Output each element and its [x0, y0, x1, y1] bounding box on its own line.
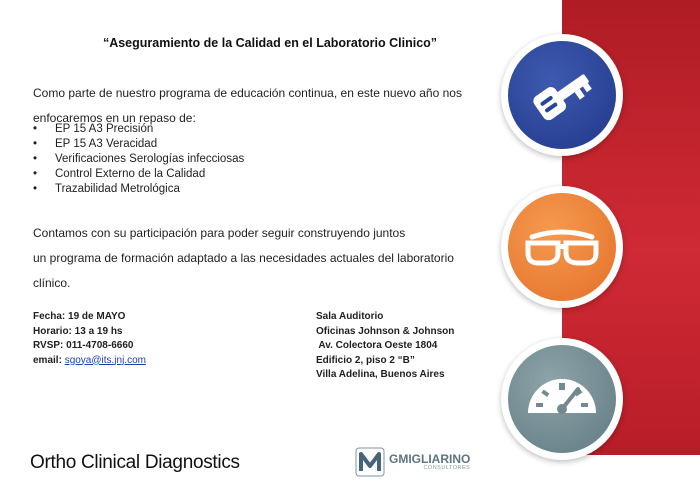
gm-logo-name: GMIGLIARINO — [389, 452, 471, 466]
closing-line: clínico. — [33, 276, 71, 290]
gm-logo-sub: CONSULTORES — [423, 465, 471, 471]
glasses-badge — [501, 186, 623, 308]
gauge-icon — [522, 369, 602, 429]
key-icon — [526, 59, 598, 131]
event-details — [33, 310, 146, 368]
intro-line: enfocaremos en un repaso de: — [33, 111, 196, 125]
location-line: Sala Auditorio — [316, 311, 384, 322]
list-item: • Trazabilidad Metrológica — [33, 183, 180, 195]
event-email — [33, 354, 146, 369]
location-line: Villa Adelina, Buenos Aires — [316, 369, 445, 380]
closing-line: un programa de formación adaptado a las necesidades actuales del laboratorio — [33, 251, 454, 265]
location-line: Av. Colectora Oeste 1804 — [316, 340, 438, 351]
glasses-icon — [522, 217, 602, 277]
location-line: Edificio 2, piso 2 “B” — [316, 354, 415, 366]
email-label: email: — [33, 354, 65, 366]
list-item: • EP 15 A3 Precisión — [33, 123, 154, 135]
event-location — [316, 310, 454, 383]
key-badge — [501, 34, 623, 156]
gm-logo-mark-icon — [355, 447, 385, 477]
closing-line: Contamos con su participación para poder seguir construyendo juntos — [33, 226, 406, 240]
list-item: • Control Externo de la Calidad — [33, 168, 206, 180]
location-line: Oficinas Johnson & Johnson — [316, 325, 455, 337]
event-time: Horario: 13 a 19 hs — [33, 325, 123, 337]
event-date: Fecha: 19 de MAYO — [33, 311, 126, 322]
list-item: • Verificaciones Serologías infecciosas — [33, 153, 245, 165]
closing-paragraph — [33, 221, 503, 296]
page-title: “Aseguramiento de la Calidad en el Laboratorio Clinico” — [102, 36, 438, 50]
topics-list — [33, 122, 244, 197]
ortho-logo: Ortho Clinical Diagnostics — [30, 452, 240, 473]
gmigliarino-logo — [355, 445, 470, 479]
email-link[interactable]: sgoya@its.jnj.com — [64, 354, 146, 366]
list-item: • EP 15 A3 Veracidad — [33, 138, 158, 150]
intro-line: Como parte de nuestro programa de educación continua, en este nuevo año nos — [33, 86, 462, 100]
event-rsvp: RVSP: 011-4708-6660 — [33, 340, 134, 351]
gauge-badge — [501, 338, 623, 460]
